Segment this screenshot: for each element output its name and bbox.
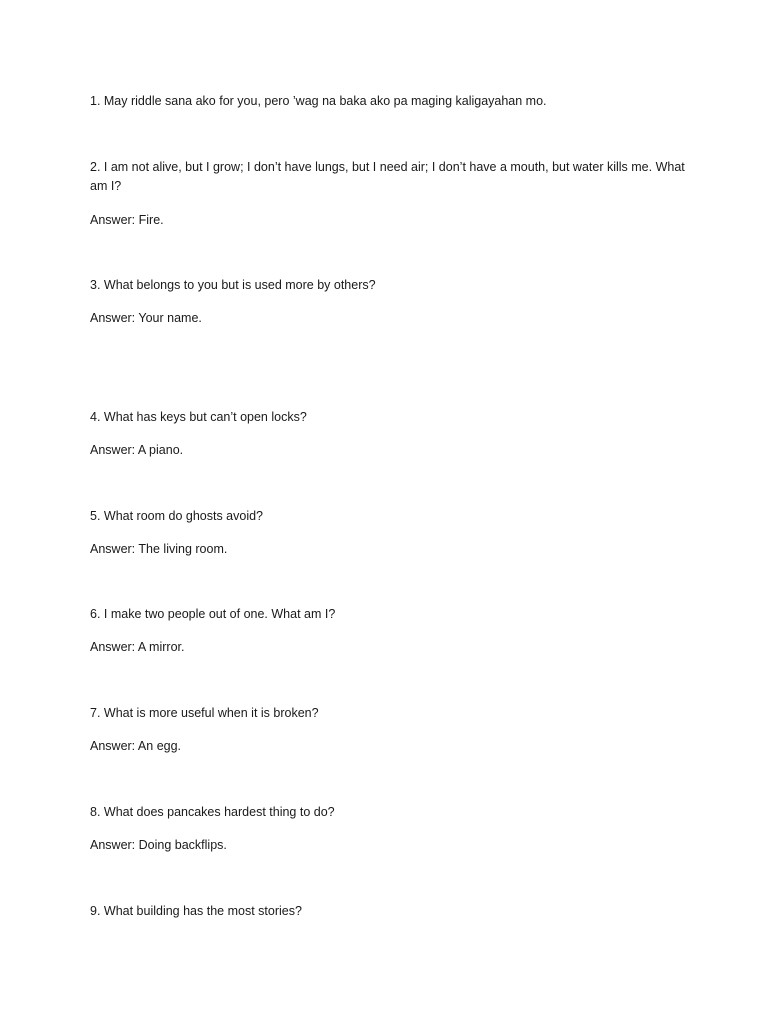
riddle-3-question: 3. What belongs to you but is used more by others? <box>90 278 376 292</box>
riddle-2-question: 2. I am not alive, but I grow; I don’t have lungs, but I need air; I don’t have a mouth, but water kills me. What am I? <box>90 160 685 193</box>
riddle-5-answer: Answer: The living room. <box>90 542 228 556</box>
riddle-6-answer: Answer: A mirror. <box>90 640 185 654</box>
riddle-8-answer: Answer: Doing backflips. <box>90 838 227 852</box>
riddle-1-question: 1. May riddle sana ako for you, pero ’wag na baka ako pa maging kaligayahan mo. <box>90 94 547 108</box>
riddle-2-answer: Answer: Fire. <box>90 213 164 227</box>
riddle-7-answer: Answer: An egg. <box>90 739 182 753</box>
riddle-5-question: 5. What room do ghosts avoid? <box>90 509 264 523</box>
riddle-4-question: 4. What has keys but can’t open locks? <box>90 410 307 424</box>
riddle-9-question: 9. What building has the most stories? <box>90 904 302 918</box>
riddle-4-answer: Answer: A piano. <box>90 443 184 457</box>
riddle-6-question: 6. I make two people out of one. What am I? <box>90 607 336 621</box>
riddle-8-question: 8. What does pancakes hardest thing to do? <box>90 805 335 819</box>
riddle-3-answer: Answer: Your name. <box>90 311 202 325</box>
riddle-7-question: 7. What is more useful when it is broken? <box>90 706 319 720</box>
